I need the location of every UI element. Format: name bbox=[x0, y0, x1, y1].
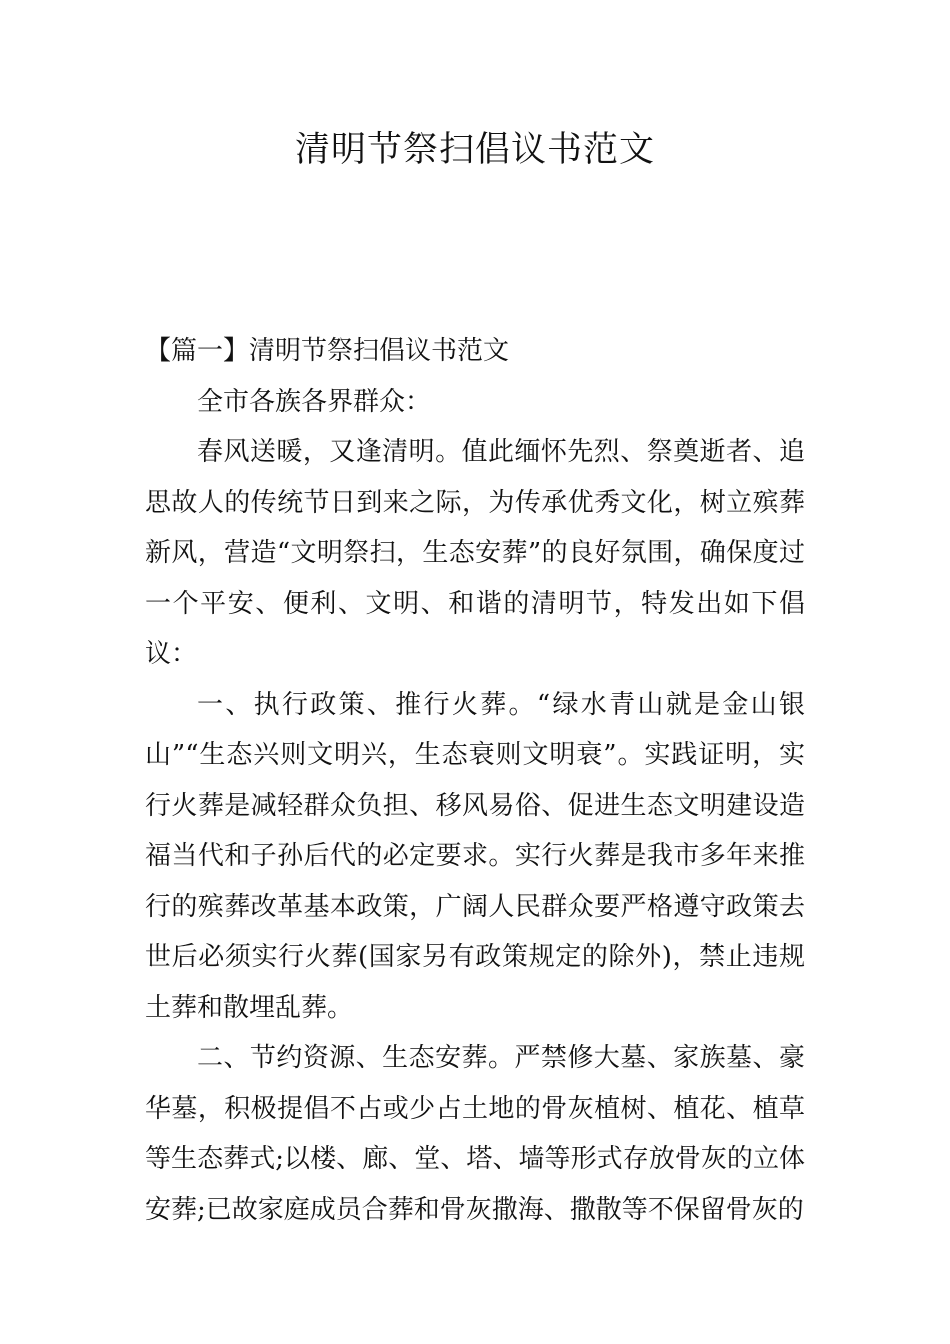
paragraph-cremation: 一、执行政策、推行火葬。“绿水青山就是金山银山”“生态兴则文明兴，生态衰则文明衰”。实践证明，实行火葬是减轻群众负担、移风易俗、促进生态文明建设造福当代和子孙后代的必定要求。实行火葬是我市多年来推行的殡葬改革基本政策，广阔人民群众要严格遵守政策去世后必须实行火葬(国家另有政策规定的除外)，禁止违规土葬和散埋乱葬。 bbox=[145, 689, 805, 1023]
document-body bbox=[145, 326, 805, 1235]
document-title: 清明节祭扫倡议书范文 bbox=[294, 130, 655, 170]
paragraph-intro: 春风送暖，又逢清明。值此缅怀先烈、祭奠逝者、追思故人的传统节日到来之际，为传承优秀文化，树立殡葬新风，营造“文明祭扫，生态安葬”的良好氛围，确保度过一个平安、便利、文明、和谐的清明节，特发出如下倡议： bbox=[145, 437, 805, 669]
salutation: 全市各族各界群众： bbox=[197, 386, 432, 417]
paragraph-eco-burial: 二、节约资源、生态安葬。严禁修大墓、家族墓、豪华墓，积极提倡不占或少占土地的骨灰植树、植花、植草等生态葬式;以楼、廊、堂、塔、墙等形式存放骨灰的立体安葬;已故家庭成员合葬和骨灰撒海、撒散等不保留骨灰的 bbox=[145, 1043, 805, 1225]
section-heading: 【篇一】清明节祭扫倡议书范文 bbox=[145, 336, 510, 366]
